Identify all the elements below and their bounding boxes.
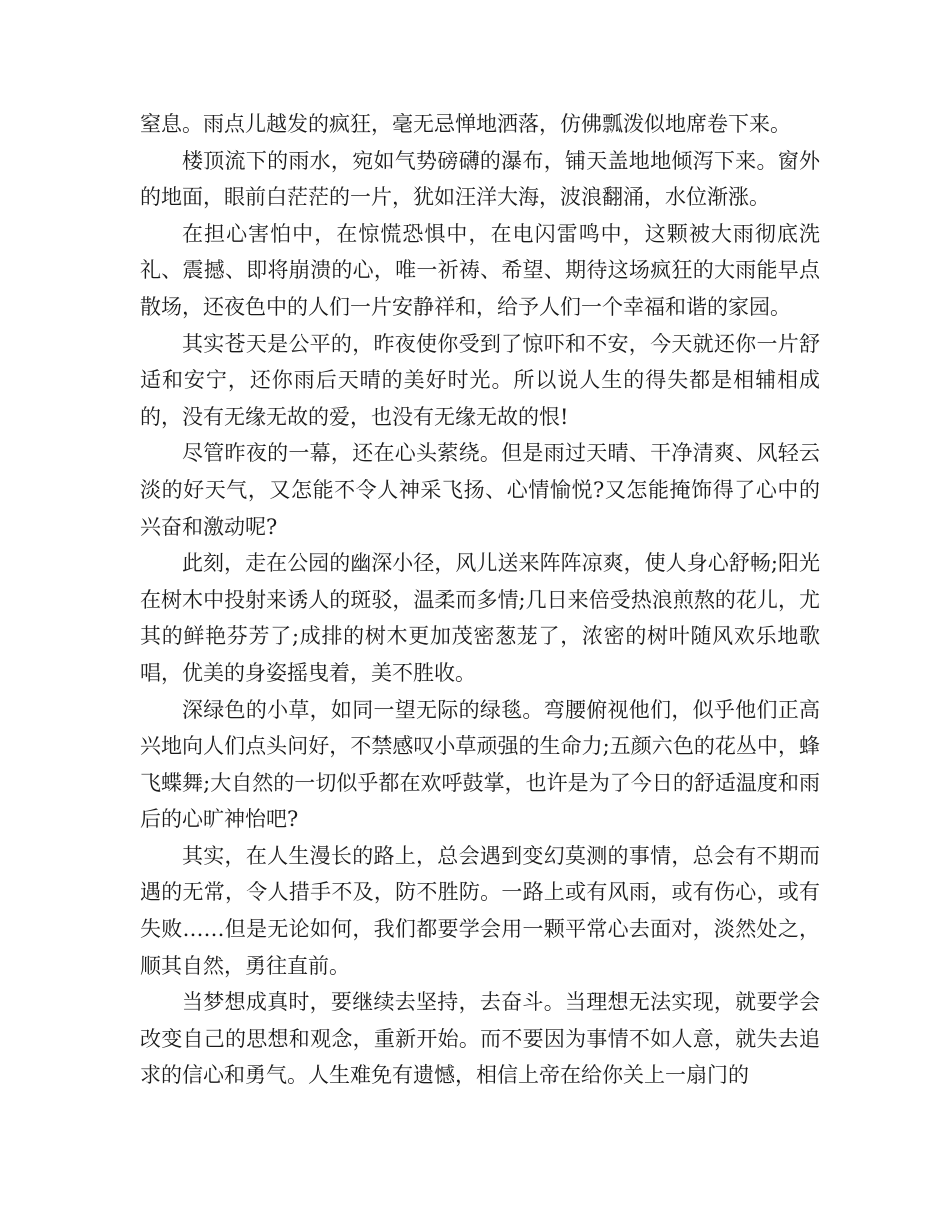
paragraph-4: 其实苍天是公平的，昨夜使你受到了惊吓和不安，今天就还你一片舒适和安宁，还你雨后天晴的美好时光。所以说人生的得失都是相辅相成的，没有无缘无故的爱，也没有无缘无故的恨! bbox=[140, 331, 820, 429]
paragraph-5: 尽管昨夜的一幕，还在心头萦绕。但是雨过天晴、干净清爽、风轻云淡的好天气，又怎能不令人神采飞扬、心情愉悦?又怎能掩饰得了心中的兴奋和激动呢? bbox=[140, 441, 820, 539]
paragraph-2: 楼顶流下的雨水，宛如气势磅礴的瀑布，铺天盖地地倾泻下来。窗外的地面，眼前白茫茫的一片，犹如汪洋大海，波浪翻涌，水位渐涨。 bbox=[140, 148, 820, 210]
paragraph-6: 此刻，走在公园的幽深小径，风儿送来阵阵凉爽，使人身心舒畅;阳光在树木中投射来诱人的斑驳，温柔而多情;几日来倍受热浪煎熬的花儿，尤其的鲜艳芬芳了;成排的树木更加茂密葱茏了，浓密的树叶随风欢乐地歌唱，优美的身姿摇曳着，美不胜收。 bbox=[140, 551, 820, 685]
paragraph-9: 当梦想成真时，要继续去坚持，去奋斗。当理想无法实现，就要学会改变自己的思想和观念，重新开始。而不要因为事情不如人意，就失去追求的信心和勇气。人生难免有遗憾，相信上帝在给你关上一扇门的 bbox=[140, 990, 820, 1088]
document-body bbox=[140, 106, 820, 1094]
paragraph-7: 深绿色的小草，如同一望无际的绿毯。弯腰俯视他们，似乎他们正高兴地向人们点头问好，不禁感叹小草顽强的生命力;五颜六色的花丛中，蜂飞蝶舞;大自然的一切似乎都在欢呼鼓掌，也许是为了今日的舒适温度和雨后的心旷神怡吧? bbox=[140, 697, 820, 832]
paragraph-1: 窒息。雨点儿越发的疯狂，毫无忌惮地洒落，仿佛瓢泼似地席卷下来。 bbox=[140, 112, 791, 136]
paragraph-3: 在担心害怕中，在惊慌恐惧中，在电闪雷鸣中，这颗被大雨彻底洗礼、震撼、即将崩溃的心，唯一祈祷、希望、期待这场疯狂的大雨能早点散场，还夜色中的人们一片安静祥和，给予人们一个幸福和谐的家园。 bbox=[140, 221, 820, 319]
paragraph-8: 其实，在人生漫长的路上，总会遇到变幻莫测的事情，总会有不期而遇的无常，令人措手不及，防不胜防。一路上或有风雨，或有伤心，或有失败……但是无论如何，我们都要学会用一颗平常心去面对，淡然处之，顺其自然，勇往直前。 bbox=[140, 843, 820, 978]
